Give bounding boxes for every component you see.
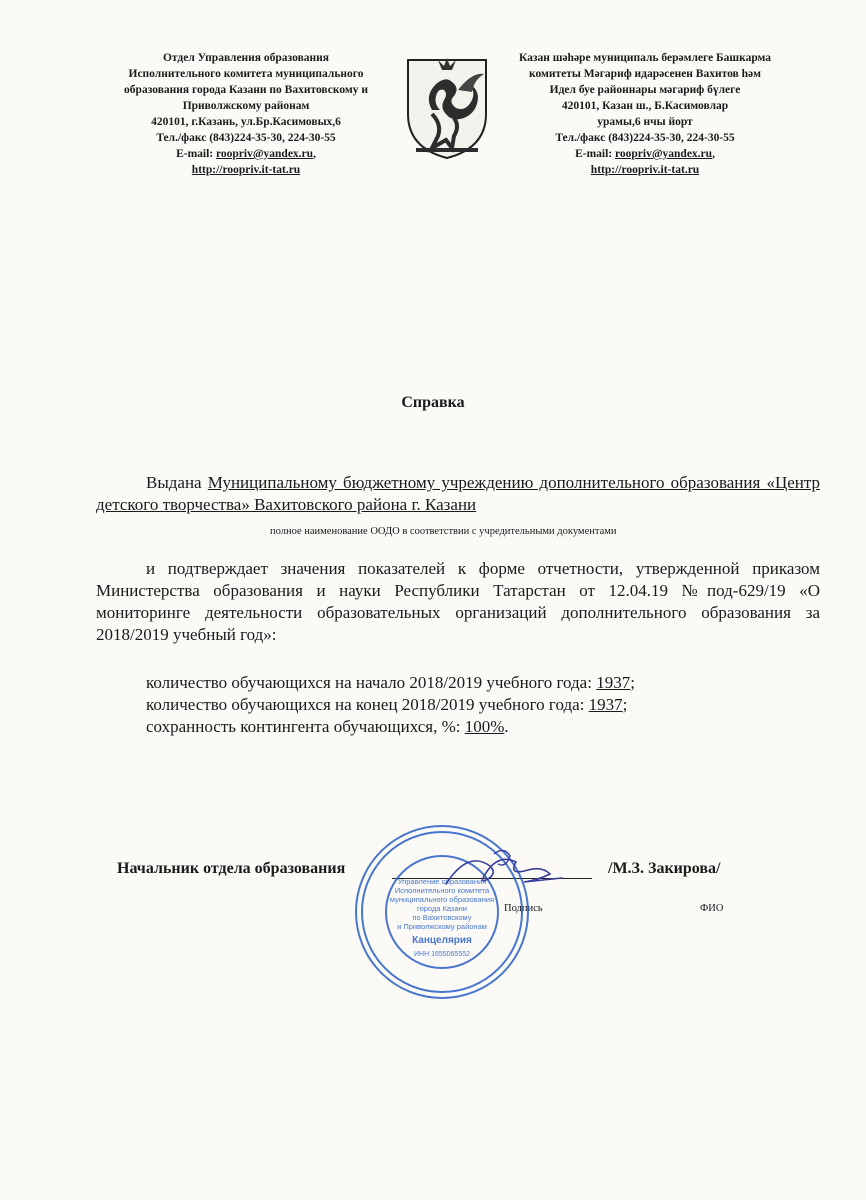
header-left-line: Отдел Управления образования [162,52,330,64]
stats-list [146,672,635,738]
stat-suffix: . [504,717,509,736]
stamp-text-line: города Казани [417,904,467,913]
header-right-email-line [500,146,790,162]
header-right-line: Казан шәһәре муниципаль берәмлеге Башкарма [518,52,772,64]
body-text: и подтверждает значения показателей к форме отчетности, утвержденной приказом Министерства образования и науки Республики Татарстан от 12.04.19 №под-629/19 «О мониторинге деятельности образовательных организаций дополнительного образования за 2018/2019 учебный год»: [96,559,820,644]
header-left-line: образования города Казани по Вахитовскому и [124,84,368,96]
header-right-line: урамы,6 нчы йорт [597,116,693,128]
stat-line [146,694,635,716]
stamp-text-line: по Вахитовскому [412,913,472,922]
stat-value: 100% [464,717,505,736]
email-label: E-mail: [575,148,615,160]
stat-line [146,672,635,694]
email-label: E-mail: [176,148,216,160]
signature-caption: Подпись [504,903,543,914]
stamp-inn: ИНН 1655065552 [413,951,471,958]
document-title: Справка [401,394,465,411]
stat-label: количество обучающихся на начало 2018/2019 учебного года: [146,673,597,692]
website-link[interactable]: http://roopriv.it-tat.ru [590,164,700,176]
header-right-line: Тел./факс (843)224-35-30, 224-30-55 [555,132,735,144]
issued-caption: полное наименование ООДО в соответствии с учредительными документами [270,526,617,537]
stamp-text-line: Исполнительного комитета [394,886,490,895]
header-left-line: Тел./факс (843)224-35-30, 224-30-55 [156,132,336,144]
header-right [500,50,790,178]
stat-line [146,716,635,738]
stat-suffix: ; [630,673,635,692]
issued-prefix: Выдана [146,473,202,492]
header-right-line: Идел буе районнары мәгариф бүлеге [549,84,741,96]
zilant-emblem-icon [402,52,492,162]
stat-label: количество обучающихся на конец 2018/2019 учебного года: [146,695,589,714]
fio-caption: ФИО [700,903,724,914]
email-suffix: , [712,148,715,160]
email-link[interactable]: roopriv@yandex.ru [615,148,713,160]
website-link[interactable]: http://roopriv.it-tat.ru [191,164,301,176]
issued-paragraph [96,472,820,516]
header-left [96,50,396,178]
stamp-text-line: муниципального образования [389,895,495,904]
header-right-line: комитеты Мәгариф идарәсенен Вахитов һәм [529,68,761,80]
stamp-text-line: Управление образования [397,877,487,886]
email-suffix: , [313,148,316,160]
signatory-position: Начальник отдела образования [117,860,346,877]
header-left-line: Исполнительного комитета муниципального [128,68,364,80]
header-left-line: 420101, г.Казань, ул.Бр.Касимовых,6 [151,116,341,128]
stat-value: 1937 [588,695,623,714]
stamp-text-line: и Приволжскому районам [397,922,487,931]
stat-suffix: ; [622,695,628,714]
header-right-line: 420101, Казан ш., Б.Касимовлар [561,100,729,112]
handwritten-signature-icon [438,840,568,900]
header-left-email-line [96,146,396,162]
stat-label: сохранность контингента обучающихся, %: [146,717,465,736]
stat-value: 1937 [596,673,631,692]
signatory-name: /М.З. Закирова/ [608,860,721,877]
body-paragraph [96,558,820,646]
stamp-office: Канцелярия [412,935,472,946]
header-left-line: Приволжскому районам [182,100,310,112]
email-link[interactable]: roopriv@yandex.ru [216,148,314,160]
issued-to-organization: Муниципальному бюджетному учреждению дополнительного образования «Центр детского творчества» Вахитовского района г. Казани [96,473,821,514]
